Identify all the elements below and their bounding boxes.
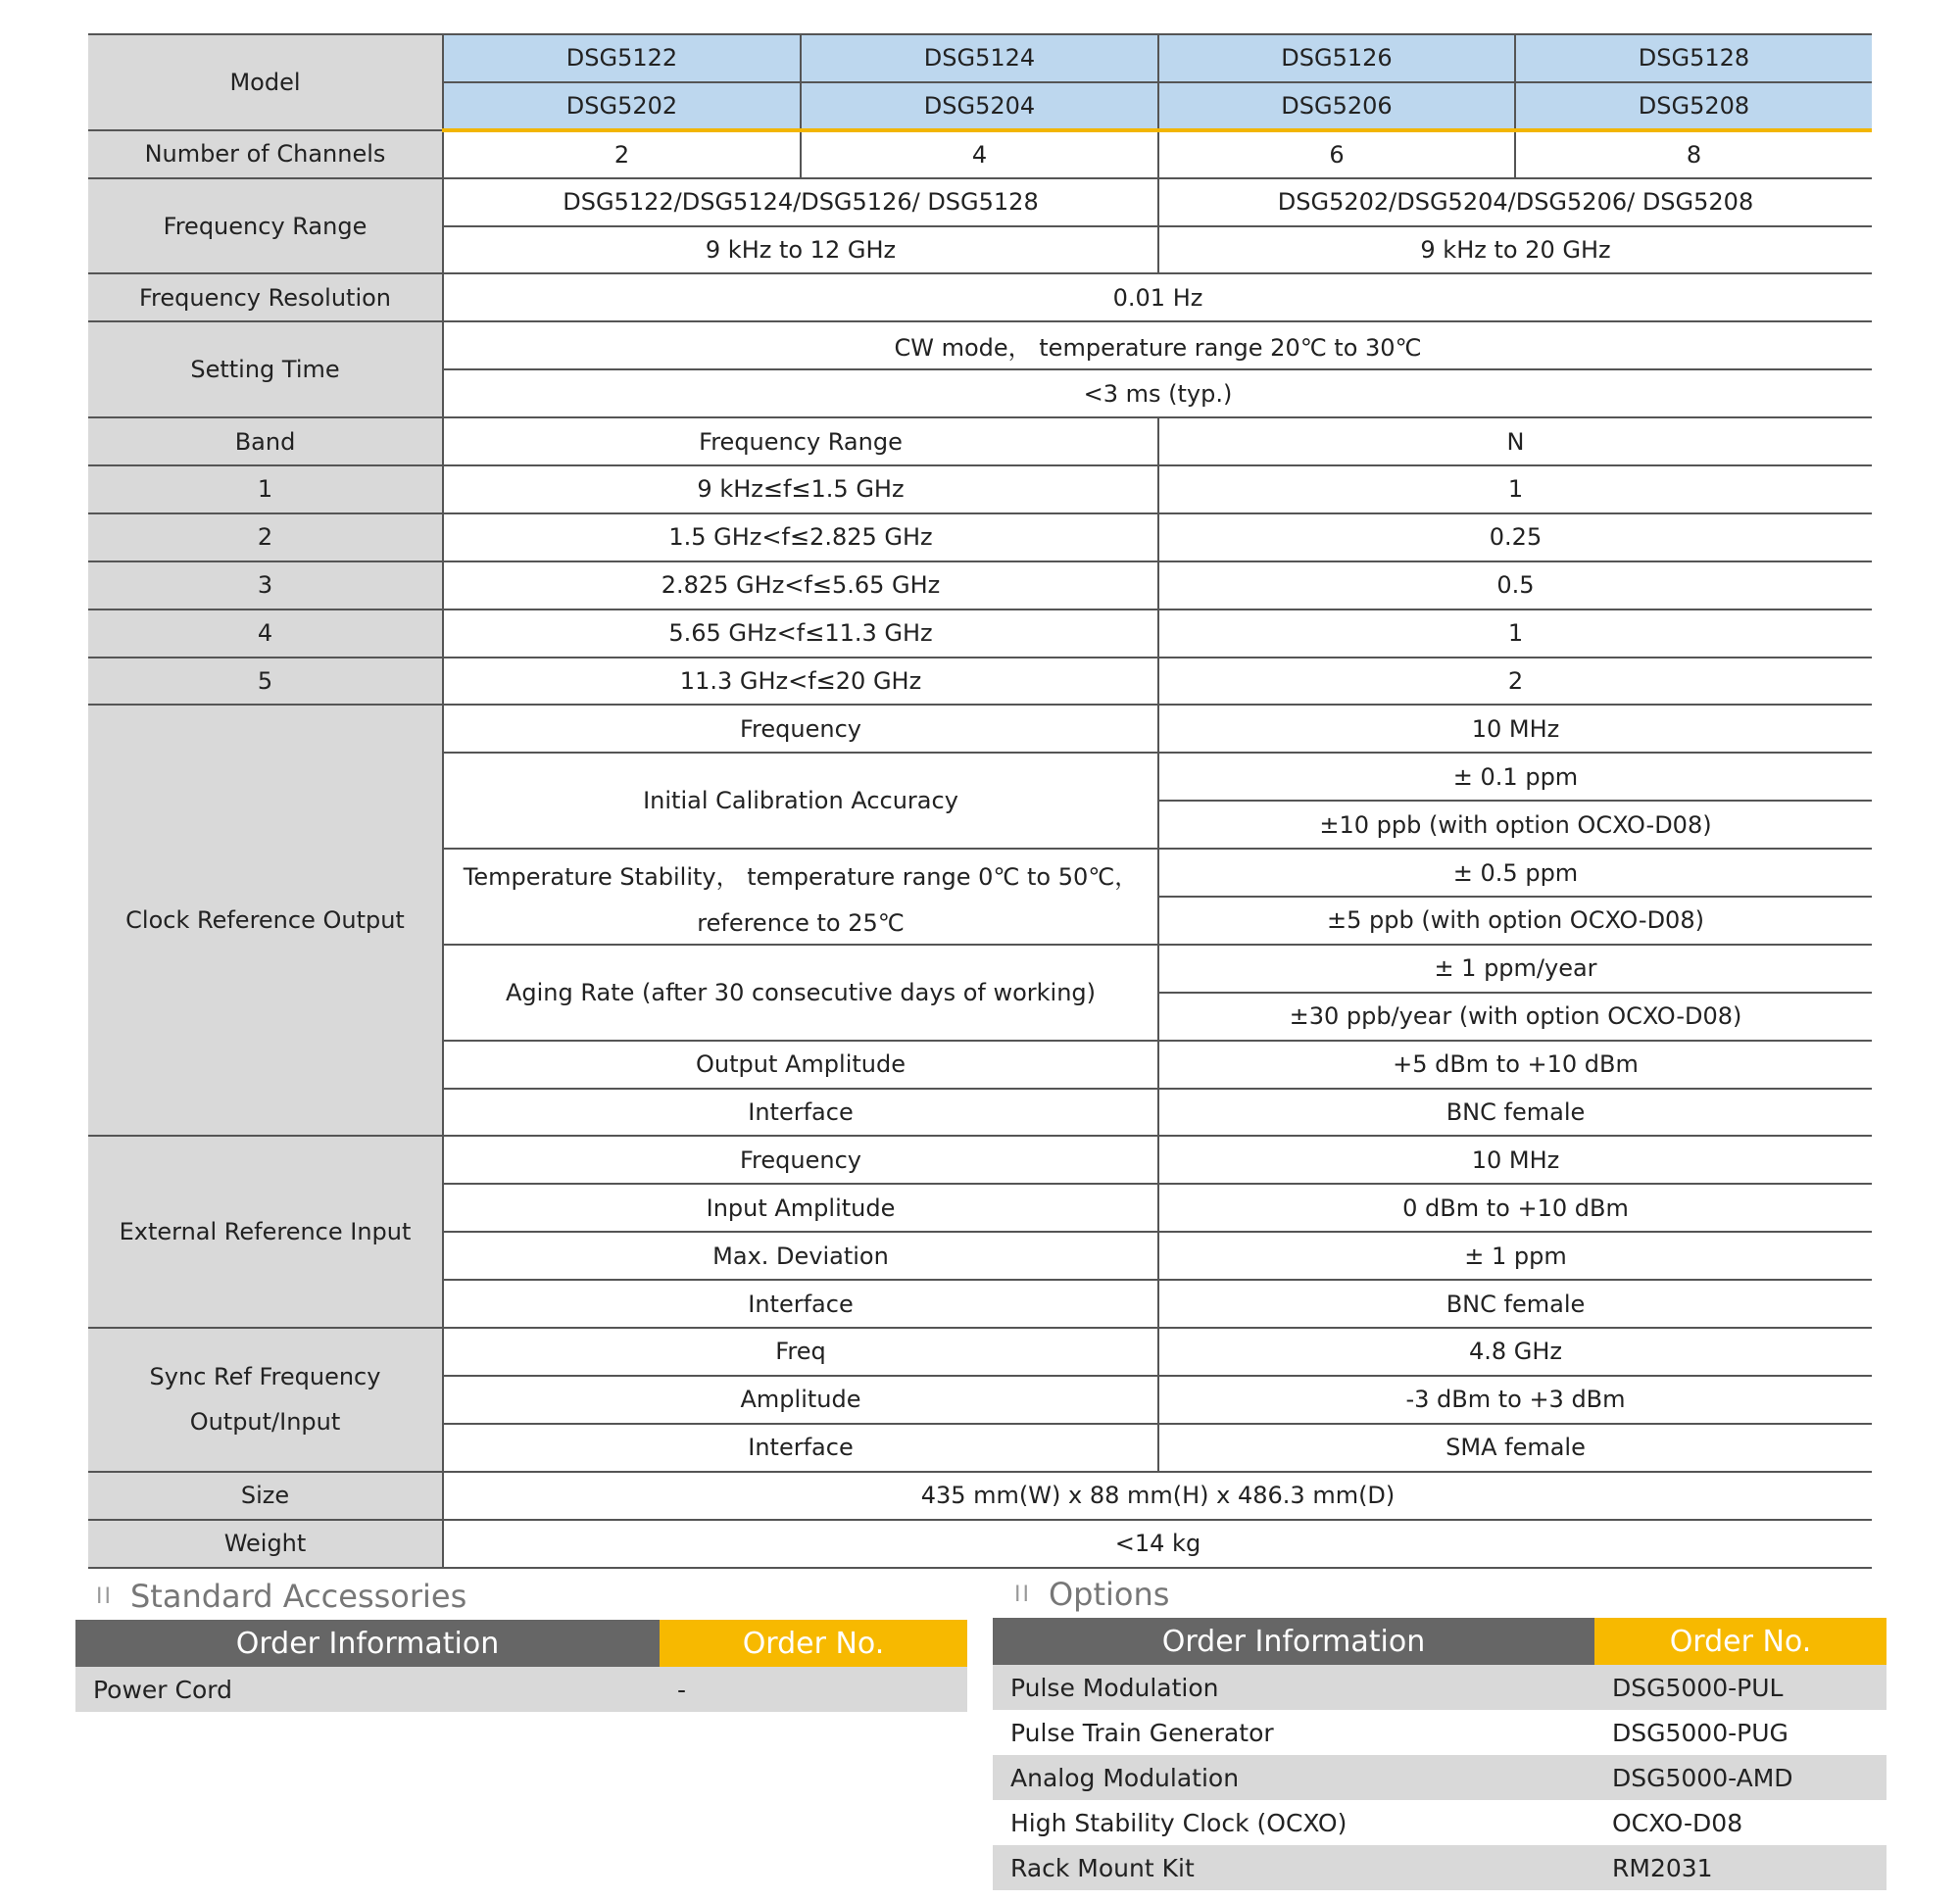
channels-label: Number of Channels — [88, 130, 443, 178]
col-order-info: Order Information — [993, 1618, 1594, 1665]
sync-ref-value: -3 dBm to +3 dBm — [1158, 1376, 1872, 1424]
clock-out-value: +5 dBm to +10 dBm — [1158, 1041, 1872, 1089]
order-no: DSG5000-PUL — [1594, 1665, 1886, 1710]
sync-ref-label-line2: Output/Input — [189, 1408, 341, 1437]
model-cell: DSG5124 — [801, 34, 1158, 82]
band-header-row — [88, 417, 1872, 465]
weight-label: Weight — [88, 1520, 443, 1568]
model-cell: DSG5122 — [443, 34, 801, 82]
freq-range-group: DSG5202/DSG5204/DSG5206/ DSG5208 — [1158, 178, 1872, 226]
col-order-no: Order No. — [660, 1620, 967, 1667]
sync-ref-param: Freq — [443, 1328, 1158, 1376]
accessories-heading — [96, 1578, 466, 1615]
temp-stab-label-line1: Temperature Stability， temperature range 0℃ to 50℃， — [463, 862, 1139, 891]
clock-out-param — [443, 849, 1158, 945]
channels-row — [88, 130, 1872, 178]
setting-time-condition: CW mode， temperature range 20℃ to 30℃ — [443, 321, 1872, 369]
col-order-no: Order No. — [1594, 1618, 1886, 1665]
table-row — [993, 1755, 1886, 1800]
channels-value: 2 — [443, 130, 801, 178]
clock-out-value: ±30 ppb/year (with option OCXO-D08) — [1158, 993, 1872, 1041]
weight-row — [88, 1520, 1872, 1568]
channels-value: 8 — [1515, 130, 1872, 178]
band-row — [88, 561, 1872, 609]
weight-value: <14 kg — [443, 1520, 1872, 1568]
model-cell: DSG5206 — [1158, 82, 1515, 130]
freq-range-value: 9 kHz to 20 GHz — [1158, 226, 1872, 274]
clock-out-param: Interface — [443, 1089, 1158, 1137]
size-row — [88, 1472, 1872, 1520]
channels-value: 6 — [1158, 130, 1515, 178]
clock-out-param: Aging Rate (after 30 consecutive days of working) — [443, 945, 1158, 1041]
model-cell: DSG5128 — [1515, 34, 1872, 82]
table-row — [993, 1665, 1886, 1710]
band-row — [88, 609, 1872, 658]
band-range: 5.65 GHz<f≤11.3 GHz — [443, 609, 1158, 658]
model-cell: DSG5204 — [801, 82, 1158, 130]
band-n: 0.25 — [1158, 513, 1872, 561]
freq-res-value: 0.01 Hz — [443, 273, 1872, 321]
order-info: Rack Mount Kit — [993, 1845, 1594, 1890]
clock-out-param: Output Amplitude — [443, 1041, 1158, 1089]
order-no: DSG5000-PUG — [1612, 1718, 1788, 1747]
options-heading — [1014, 1576, 1169, 1613]
order-info: Pulse Modulation — [993, 1665, 1594, 1710]
ext-ref-param: Input Amplitude — [443, 1184, 1158, 1232]
sync-ref-value: 4.8 GHz — [1158, 1328, 1872, 1376]
model-cell: DSG5202 — [443, 82, 801, 130]
setting-time-value: <3 ms (typ.) — [443, 369, 1872, 417]
setting-time-label: Setting Time — [88, 321, 443, 417]
band-row — [88, 513, 1872, 561]
channels-value: 4 — [801, 130, 1158, 178]
sync-ref-row — [88, 1328, 1872, 1376]
clock-out-value: ±10 ppb (with option OCXO-D08) — [1158, 801, 1872, 849]
clock-out-param: Frequency — [443, 705, 1158, 753]
ext-ref-value: BNC female — [1158, 1280, 1872, 1328]
band-label: Band — [88, 417, 443, 465]
setting-time-row — [88, 321, 1872, 369]
order-info: Analog Modulation — [993, 1755, 1594, 1800]
band-number: 3 — [88, 561, 443, 609]
freq-range-label: Frequency Range — [88, 178, 443, 274]
band-n: 1 — [1158, 609, 1872, 658]
order-info: Power Cord — [75, 1667, 660, 1712]
ext-ref-label: External Reference Input — [88, 1136, 443, 1328]
band-row — [88, 465, 1872, 513]
freq-range-value: 9 kHz to 12 GHz — [443, 226, 1158, 274]
band-number: 5 — [88, 658, 443, 706]
freq-range-group: DSG5122/DSG5124/DSG5126/ DSG5128 — [443, 178, 1158, 226]
sync-ref-value: SMA female — [1158, 1424, 1872, 1472]
options-title: Options — [1048, 1576, 1170, 1613]
order-no: DSG5000-AMD — [1594, 1755, 1886, 1800]
freq-range-row — [88, 178, 1872, 226]
section-marker: II — [96, 1584, 113, 1609]
band-range: 2.825 GHz<f≤5.65 GHz — [443, 561, 1158, 609]
band-number: 4 — [88, 609, 443, 658]
band-n: 2 — [1158, 658, 1872, 706]
table-row — [993, 1845, 1886, 1890]
clock-out-value: ± 0.1 ppm — [1158, 753, 1872, 801]
ext-ref-param: Max. Deviation — [443, 1232, 1158, 1280]
section-marker: II — [1014, 1582, 1031, 1607]
order-no: - — [660, 1667, 967, 1712]
band-range: 11.3 GHz<f≤20 GHz — [443, 658, 1158, 706]
col-order-info: Order Information — [75, 1620, 660, 1667]
band-col-n: N — [1158, 417, 1872, 465]
model-cell: DSG5208 — [1515, 82, 1872, 130]
clock-out-value: 10 MHz — [1158, 705, 1872, 753]
order-info: Pulse Train Generator — [1010, 1718, 1274, 1747]
sync-ref-param: Amplitude — [443, 1376, 1158, 1424]
order-no: RM2031 — [1594, 1845, 1886, 1890]
band-range: 1.5 GHz<f≤2.825 GHz — [443, 513, 1158, 561]
band-n: 0.5 — [1158, 561, 1872, 609]
accessories-table — [75, 1620, 967, 1712]
freq-res-label: Frequency Resolution — [88, 273, 443, 321]
size-label: Size — [88, 1472, 443, 1520]
order-no: OCXO-D08 — [1612, 1808, 1743, 1837]
options-table — [993, 1618, 1886, 1890]
ext-ref-row — [88, 1136, 1872, 1184]
ext-ref-value: 10 MHz — [1158, 1136, 1872, 1184]
model-cell: DSG5126 — [1158, 34, 1515, 82]
model-row-1 — [88, 34, 1872, 82]
temp-stab-label-line2: reference to 25℃ — [697, 908, 905, 937]
band-number: 1 — [88, 465, 443, 513]
sync-ref-param: Interface — [443, 1424, 1158, 1472]
order-info: High Stability Clock (OCXO) — [1010, 1808, 1348, 1837]
clock-out-label: Clock Reference Output — [88, 705, 443, 1136]
accessories-header — [75, 1620, 967, 1667]
ext-ref-param: Frequency — [443, 1136, 1158, 1184]
ext-ref-value: ± 1 ppm — [1158, 1232, 1872, 1280]
options-header — [993, 1618, 1886, 1665]
size-value: 435 mm(W) x 88 mm(H) x 486.3 mm(D) — [443, 1472, 1872, 1520]
clock-out-value: ± 1 ppm/year — [1158, 945, 1872, 993]
sync-ref-label-line1: Sync Ref Frequency — [149, 1363, 381, 1391]
band-row — [88, 658, 1872, 706]
sync-ref-label — [88, 1328, 443, 1472]
ext-ref-param: Interface — [443, 1280, 1158, 1328]
spec-table — [88, 33, 1872, 1569]
table-row — [993, 1800, 1886, 1845]
freq-res-row — [88, 273, 1872, 321]
table-row — [75, 1667, 967, 1712]
band-n: 1 — [1158, 465, 1872, 513]
ext-ref-value: 0 dBm to +10 dBm — [1158, 1184, 1872, 1232]
band-number: 2 — [88, 513, 443, 561]
accessories-title: Standard Accessories — [129, 1578, 467, 1615]
clock-out-value: ± 0.5 ppm — [1158, 849, 1872, 897]
clock-out-value: ±5 ppb (with option OCXO-D08) — [1158, 897, 1872, 945]
model-label: Model — [88, 34, 443, 130]
table-row — [993, 1710, 1886, 1755]
clock-out-row — [88, 705, 1872, 753]
band-range: 9 kHz≤f≤1.5 GHz — [443, 465, 1158, 513]
clock-out-param: Initial Calibration Accuracy — [443, 753, 1158, 849]
band-col-range: Frequency Range — [443, 417, 1158, 465]
clock-out-value: BNC female — [1158, 1089, 1872, 1137]
